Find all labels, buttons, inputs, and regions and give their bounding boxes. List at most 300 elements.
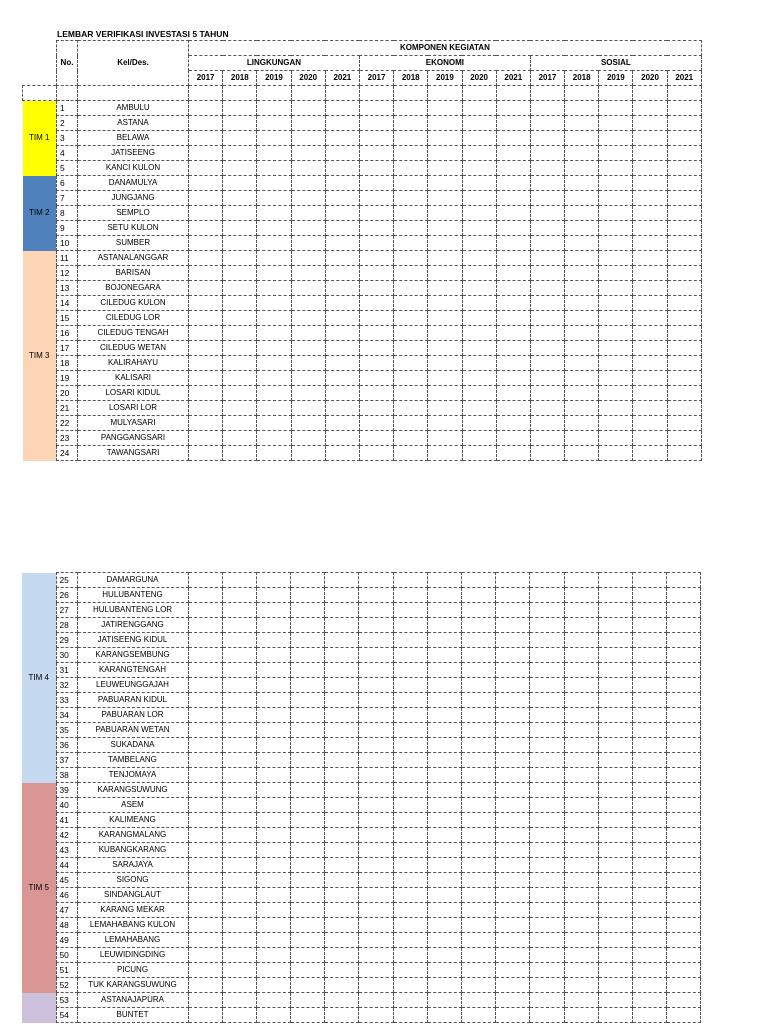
entry-cell[interactable] <box>394 281 428 296</box>
entry-cell[interactable] <box>393 738 427 753</box>
entry-cell[interactable] <box>667 678 701 693</box>
entry-cell[interactable] <box>632 783 666 798</box>
entry-cell[interactable] <box>530 296 564 311</box>
entry-cell[interactable] <box>496 708 530 723</box>
entry-cell[interactable] <box>462 933 496 948</box>
entry-cell[interactable] <box>188 618 222 633</box>
entry-cell[interactable] <box>393 828 427 843</box>
entry-cell[interactable] <box>633 311 667 326</box>
entry-cell[interactable] <box>599 206 633 221</box>
entry-cell[interactable] <box>530 446 564 461</box>
entry-cell[interactable] <box>359 146 393 161</box>
entry-cell[interactable] <box>291 633 325 648</box>
entry-cell[interactable] <box>359 603 393 618</box>
entry-cell[interactable] <box>530 573 564 588</box>
entry-cell[interactable] <box>564 933 598 948</box>
entry-cell[interactable] <box>667 633 701 648</box>
entry-cell[interactable] <box>291 678 325 693</box>
entry-cell[interactable] <box>222 978 256 993</box>
entry-cell[interactable] <box>462 663 496 678</box>
entry-cell[interactable] <box>291 371 325 386</box>
entry-cell[interactable] <box>530 618 564 633</box>
entry-cell[interactable] <box>189 221 223 236</box>
entry-cell[interactable] <box>462 633 496 648</box>
entry-cell[interactable] <box>222 633 256 648</box>
entry-cell[interactable] <box>359 618 393 633</box>
entry-cell[interactable] <box>359 918 393 933</box>
entry-cell[interactable] <box>427 678 461 693</box>
entry-cell[interactable] <box>496 648 530 663</box>
entry-cell[interactable] <box>325 963 359 978</box>
entry-cell[interactable] <box>257 371 291 386</box>
entry-cell[interactable] <box>393 693 427 708</box>
entry-cell[interactable] <box>462 221 496 236</box>
entry-cell[interactable] <box>393 768 427 783</box>
entry-cell[interactable] <box>428 326 462 341</box>
entry-cell[interactable] <box>632 963 666 978</box>
entry-cell[interactable] <box>632 573 666 588</box>
entry-cell[interactable] <box>667 918 701 933</box>
entry-cell[interactable] <box>599 416 633 431</box>
entry-cell[interactable] <box>188 573 222 588</box>
entry-cell[interactable] <box>394 236 428 251</box>
entry-cell[interactable] <box>667 768 701 783</box>
entry-cell[interactable] <box>599 326 633 341</box>
entry-cell[interactable] <box>188 993 222 1008</box>
entry-cell[interactable] <box>222 813 256 828</box>
entry-cell[interactable] <box>462 918 496 933</box>
entry-cell[interactable] <box>393 618 427 633</box>
entry-cell[interactable] <box>633 176 667 191</box>
entry-cell[interactable] <box>189 251 223 266</box>
entry-cell[interactable] <box>599 341 633 356</box>
entry-cell[interactable] <box>496 993 530 1008</box>
entry-cell[interactable] <box>257 176 291 191</box>
entry-cell[interactable] <box>530 131 564 146</box>
entry-cell[interactable] <box>462 648 496 663</box>
entry-cell[interactable] <box>564 798 598 813</box>
entry-cell[interactable] <box>598 708 632 723</box>
entry-cell[interactable] <box>325 311 359 326</box>
entry-cell[interactable] <box>393 603 427 618</box>
entry-cell[interactable] <box>325 828 359 843</box>
entry-cell[interactable] <box>667 618 701 633</box>
entry-cell[interactable] <box>530 356 564 371</box>
entry-cell[interactable] <box>530 146 564 161</box>
entry-cell[interactable] <box>598 573 632 588</box>
entry-cell[interactable] <box>222 648 256 663</box>
entry-cell[interactable] <box>564 588 598 603</box>
entry-cell[interactable] <box>667 161 701 176</box>
entry-cell[interactable] <box>632 978 666 993</box>
entry-cell[interactable] <box>462 236 496 251</box>
entry-cell[interactable] <box>189 341 223 356</box>
entry-cell[interactable] <box>462 191 496 206</box>
entry-cell[interactable] <box>565 146 599 161</box>
entry-cell[interactable] <box>325 146 359 161</box>
entry-cell[interactable] <box>564 843 598 858</box>
entry-cell[interactable] <box>496 146 530 161</box>
entry-cell[interactable] <box>393 663 427 678</box>
entry-cell[interactable] <box>565 386 599 401</box>
entry-cell[interactable] <box>359 341 393 356</box>
entry-cell[interactable] <box>496 131 530 146</box>
entry-cell[interactable] <box>291 326 325 341</box>
entry-cell[interactable] <box>496 918 530 933</box>
entry-cell[interactable] <box>291 648 325 663</box>
entry-cell[interactable] <box>256 768 290 783</box>
entry-cell[interactable] <box>222 693 256 708</box>
entry-cell[interactable] <box>325 1008 359 1023</box>
entry-cell[interactable] <box>359 903 393 918</box>
entry-cell[interactable] <box>291 903 325 918</box>
entry-cell[interactable] <box>632 888 666 903</box>
entry-cell[interactable] <box>188 723 222 738</box>
entry-cell[interactable] <box>189 236 223 251</box>
entry-cell[interactable] <box>564 618 598 633</box>
entry-cell[interactable] <box>427 1008 461 1023</box>
entry-cell[interactable] <box>188 738 222 753</box>
entry-cell[interactable] <box>496 813 530 828</box>
entry-cell[interactable] <box>599 161 633 176</box>
entry-cell[interactable] <box>530 693 564 708</box>
entry-cell[interactable] <box>462 356 496 371</box>
entry-cell[interactable] <box>564 1008 598 1023</box>
entry-cell[interactable] <box>427 723 461 738</box>
entry-cell[interactable] <box>291 101 325 116</box>
entry-cell[interactable] <box>222 903 256 918</box>
entry-cell[interactable] <box>291 798 325 813</box>
entry-cell[interactable] <box>291 206 325 221</box>
entry-cell[interactable] <box>462 948 496 963</box>
entry-cell[interactable] <box>256 918 290 933</box>
entry-cell[interactable] <box>359 798 393 813</box>
entry-cell[interactable] <box>428 266 462 281</box>
entry-cell[interactable] <box>189 356 223 371</box>
entry-cell[interactable] <box>188 753 222 768</box>
entry-cell[interactable] <box>359 416 393 431</box>
entry-cell[interactable] <box>564 573 598 588</box>
entry-cell[interactable] <box>257 446 291 461</box>
entry-cell[interactable] <box>496 618 530 633</box>
entry-cell[interactable] <box>565 266 599 281</box>
entry-cell[interactable] <box>530 738 564 753</box>
entry-cell[interactable] <box>530 1008 564 1023</box>
entry-cell[interactable] <box>462 798 496 813</box>
entry-cell[interactable] <box>633 281 667 296</box>
entry-cell[interactable] <box>496 446 530 461</box>
entry-cell[interactable] <box>462 281 496 296</box>
entry-cell[interactable] <box>632 753 666 768</box>
entry-cell[interactable] <box>564 708 598 723</box>
entry-cell[interactable] <box>564 603 598 618</box>
entry-cell[interactable] <box>565 116 599 131</box>
entry-cell[interactable] <box>565 281 599 296</box>
entry-cell[interactable] <box>564 678 598 693</box>
entry-cell[interactable] <box>359 326 393 341</box>
entry-cell[interactable] <box>257 191 291 206</box>
entry-cell[interactable] <box>222 948 256 963</box>
entry-cell[interactable] <box>633 296 667 311</box>
entry-cell[interactable] <box>188 708 222 723</box>
entry-cell[interactable] <box>188 948 222 963</box>
entry-cell[interactable] <box>598 843 632 858</box>
entry-cell[interactable] <box>188 873 222 888</box>
entry-cell[interactable] <box>222 663 256 678</box>
entry-cell[interactable] <box>223 341 257 356</box>
entry-cell[interactable] <box>394 446 428 461</box>
entry-cell[interactable] <box>393 813 427 828</box>
entry-cell[interactable] <box>257 416 291 431</box>
entry-cell[interactable] <box>667 648 701 663</box>
entry-cell[interactable] <box>189 416 223 431</box>
entry-cell[interactable] <box>257 116 291 131</box>
entry-cell[interactable] <box>256 588 290 603</box>
entry-cell[interactable] <box>223 161 257 176</box>
entry-cell[interactable] <box>291 401 325 416</box>
entry-cell[interactable] <box>257 281 291 296</box>
entry-cell[interactable] <box>427 603 461 618</box>
entry-cell[interactable] <box>667 978 701 993</box>
entry-cell[interactable] <box>462 161 496 176</box>
entry-cell[interactable] <box>530 933 564 948</box>
entry-cell[interactable] <box>667 326 701 341</box>
entry-cell[interactable] <box>599 176 633 191</box>
entry-cell[interactable] <box>188 888 222 903</box>
entry-cell[interactable] <box>428 446 462 461</box>
entry-cell[interactable] <box>427 993 461 1008</box>
entry-cell[interactable] <box>530 386 564 401</box>
entry-cell[interactable] <box>496 888 530 903</box>
entry-cell[interactable] <box>325 236 359 251</box>
entry-cell[interactable] <box>428 371 462 386</box>
entry-cell[interactable] <box>598 783 632 798</box>
entry-cell[interactable] <box>633 116 667 131</box>
entry-cell[interactable] <box>598 813 632 828</box>
entry-cell[interactable] <box>325 708 359 723</box>
entry-cell[interactable] <box>223 371 257 386</box>
entry-cell[interactable] <box>223 236 257 251</box>
entry-cell[interactable] <box>496 176 530 191</box>
entry-cell[interactable] <box>291 176 325 191</box>
entry-cell[interactable] <box>496 768 530 783</box>
entry-cell[interactable] <box>428 206 462 221</box>
entry-cell[interactable] <box>223 206 257 221</box>
entry-cell[interactable] <box>325 573 359 588</box>
entry-cell[interactable] <box>667 221 701 236</box>
entry-cell[interactable] <box>598 948 632 963</box>
entry-cell[interactable] <box>564 888 598 903</box>
entry-cell[interactable] <box>462 116 496 131</box>
entry-cell[interactable] <box>667 146 701 161</box>
entry-cell[interactable] <box>291 161 325 176</box>
entry-cell[interactable] <box>393 918 427 933</box>
entry-cell[interactable] <box>462 708 496 723</box>
entry-cell[interactable] <box>667 386 701 401</box>
entry-cell[interactable] <box>633 371 667 386</box>
entry-cell[interactable] <box>598 888 632 903</box>
entry-cell[interactable] <box>359 678 393 693</box>
entry-cell[interactable] <box>325 678 359 693</box>
entry-cell[interactable] <box>359 783 393 798</box>
entry-cell[interactable] <box>564 918 598 933</box>
entry-cell[interactable] <box>223 326 257 341</box>
entry-cell[interactable] <box>565 371 599 386</box>
entry-cell[interactable] <box>256 693 290 708</box>
entry-cell[interactable] <box>257 251 291 266</box>
entry-cell[interactable] <box>291 191 325 206</box>
entry-cell[interactable] <box>291 311 325 326</box>
entry-cell[interactable] <box>667 371 701 386</box>
entry-cell[interactable] <box>598 918 632 933</box>
entry-cell[interactable] <box>427 918 461 933</box>
entry-cell[interactable] <box>564 768 598 783</box>
entry-cell[interactable] <box>462 693 496 708</box>
entry-cell[interactable] <box>291 888 325 903</box>
entry-cell[interactable] <box>428 146 462 161</box>
entry-cell[interactable] <box>359 573 393 588</box>
entry-cell[interactable] <box>496 281 530 296</box>
entry-cell[interactable] <box>393 783 427 798</box>
entry-cell[interactable] <box>632 693 666 708</box>
entry-cell[interactable] <box>189 281 223 296</box>
entry-cell[interactable] <box>291 753 325 768</box>
entry-cell[interactable] <box>530 963 564 978</box>
entry-cell[interactable] <box>565 161 599 176</box>
entry-cell[interactable] <box>530 873 564 888</box>
entry-cell[interactable] <box>359 858 393 873</box>
entry-cell[interactable] <box>291 783 325 798</box>
entry-cell[interactable] <box>462 146 496 161</box>
entry-cell[interactable] <box>496 416 530 431</box>
entry-cell[interactable] <box>530 311 564 326</box>
entry-cell[interactable] <box>599 431 633 446</box>
entry-cell[interactable] <box>188 858 222 873</box>
entry-cell[interactable] <box>222 723 256 738</box>
entry-cell[interactable] <box>222 753 256 768</box>
entry-cell[interactable] <box>462 903 496 918</box>
entry-cell[interactable] <box>633 386 667 401</box>
entry-cell[interactable] <box>325 633 359 648</box>
entry-cell[interactable] <box>565 101 599 116</box>
entry-cell[interactable] <box>462 431 496 446</box>
entry-cell[interactable] <box>565 176 599 191</box>
entry-cell[interactable] <box>325 206 359 221</box>
entry-cell[interactable] <box>223 296 257 311</box>
entry-cell[interactable] <box>530 918 564 933</box>
entry-cell[interactable] <box>291 281 325 296</box>
entry-cell[interactable] <box>462 888 496 903</box>
entry-cell[interactable] <box>496 356 530 371</box>
entry-cell[interactable] <box>530 326 564 341</box>
entry-cell[interactable] <box>633 131 667 146</box>
entry-cell[interactable] <box>256 843 290 858</box>
entry-cell[interactable] <box>189 101 223 116</box>
entry-cell[interactable] <box>394 386 428 401</box>
entry-cell[interactable] <box>667 828 701 843</box>
entry-cell[interactable] <box>291 446 325 461</box>
entry-cell[interactable] <box>632 633 666 648</box>
entry-cell[interactable] <box>428 101 462 116</box>
entry-cell[interactable] <box>222 993 256 1008</box>
entry-cell[interactable] <box>189 311 223 326</box>
entry-cell[interactable] <box>427 903 461 918</box>
entry-cell[interactable] <box>496 326 530 341</box>
entry-cell[interactable] <box>393 873 427 888</box>
entry-cell[interactable] <box>291 858 325 873</box>
entry-cell[interactable] <box>359 296 393 311</box>
entry-cell[interactable] <box>564 693 598 708</box>
entry-cell[interactable] <box>667 311 701 326</box>
entry-cell[interactable] <box>291 723 325 738</box>
entry-cell[interactable] <box>462 266 496 281</box>
entry-cell[interactable] <box>667 236 701 251</box>
entry-cell[interactable] <box>393 573 427 588</box>
entry-cell[interactable] <box>291 978 325 993</box>
entry-cell[interactable] <box>530 191 564 206</box>
entry-cell[interactable] <box>633 416 667 431</box>
entry-cell[interactable] <box>632 663 666 678</box>
entry-cell[interactable] <box>291 416 325 431</box>
entry-cell[interactable] <box>188 603 222 618</box>
entry-cell[interactable] <box>256 573 290 588</box>
entry-cell[interactable] <box>325 386 359 401</box>
entry-cell[interactable] <box>256 903 290 918</box>
entry-cell[interactable] <box>530 431 564 446</box>
entry-cell[interactable] <box>256 663 290 678</box>
entry-cell[interactable] <box>188 693 222 708</box>
entry-cell[interactable] <box>189 386 223 401</box>
entry-cell[interactable] <box>188 783 222 798</box>
entry-cell[interactable] <box>427 753 461 768</box>
entry-cell[interactable] <box>598 978 632 993</box>
entry-cell[interactable] <box>428 311 462 326</box>
entry-cell[interactable] <box>667 446 701 461</box>
entry-cell[interactable] <box>633 101 667 116</box>
entry-cell[interactable] <box>530 843 564 858</box>
entry-cell[interactable] <box>325 341 359 356</box>
entry-cell[interactable] <box>598 678 632 693</box>
entry-cell[interactable] <box>291 873 325 888</box>
entry-cell[interactable] <box>633 326 667 341</box>
entry-cell[interactable] <box>325 948 359 963</box>
entry-cell[interactable] <box>599 296 633 311</box>
entry-cell[interactable] <box>256 648 290 663</box>
entry-cell[interactable] <box>223 266 257 281</box>
entry-cell[interactable] <box>189 431 223 446</box>
entry-cell[interactable] <box>667 798 701 813</box>
entry-cell[interactable] <box>667 251 701 266</box>
entry-cell[interactable] <box>394 221 428 236</box>
entry-cell[interactable] <box>359 738 393 753</box>
entry-cell[interactable] <box>632 708 666 723</box>
entry-cell[interactable] <box>325 356 359 371</box>
entry-cell[interactable] <box>291 221 325 236</box>
entry-cell[interactable] <box>325 401 359 416</box>
entry-cell[interactable] <box>257 221 291 236</box>
entry-cell[interactable] <box>632 798 666 813</box>
entry-cell[interactable] <box>496 933 530 948</box>
entry-cell[interactable] <box>222 783 256 798</box>
entry-cell[interactable] <box>257 311 291 326</box>
entry-cell[interactable] <box>598 828 632 843</box>
entry-cell[interactable] <box>598 873 632 888</box>
entry-cell[interactable] <box>325 918 359 933</box>
entry-cell[interactable] <box>565 251 599 266</box>
entry-cell[interactable] <box>188 798 222 813</box>
entry-cell[interactable] <box>222 963 256 978</box>
entry-cell[interactable] <box>291 828 325 843</box>
